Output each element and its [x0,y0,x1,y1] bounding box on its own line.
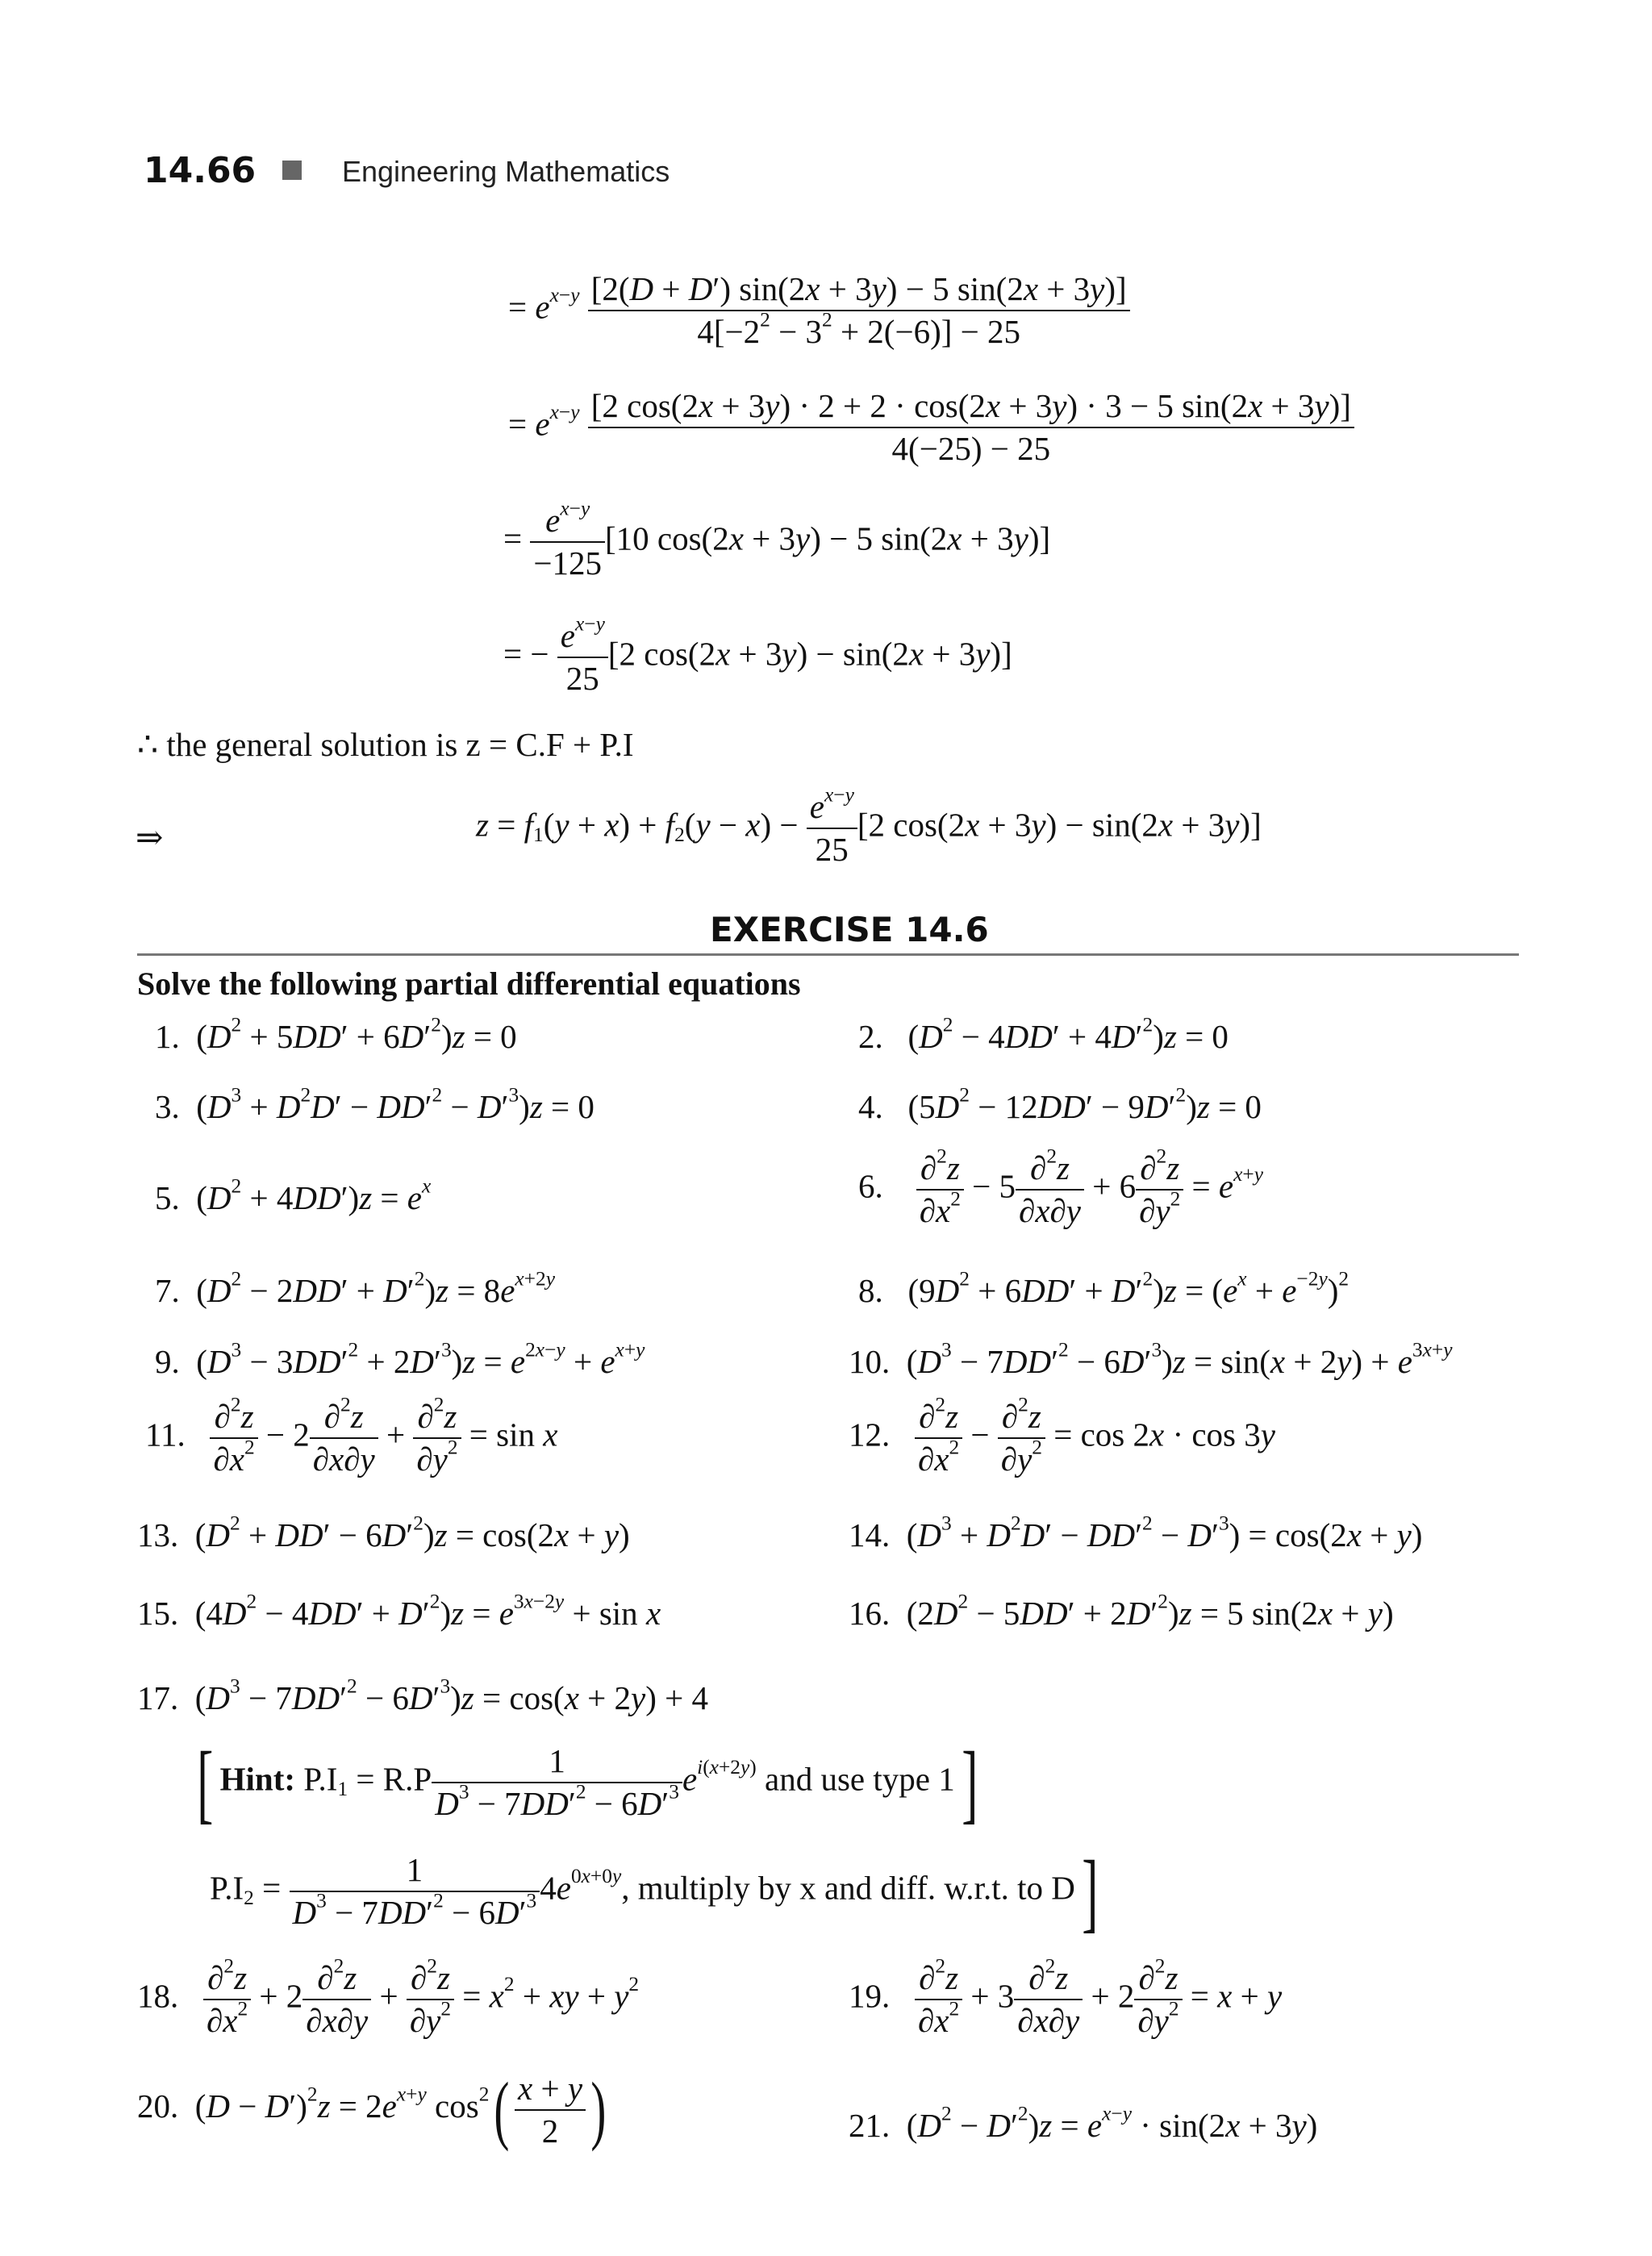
derivation-line-2: = $e^{x-y}$ $\frac{[2 \cos(2x + 3y) \cdot 2 + 2 \cdot \cos(2x + 3y) \cdot 3 - 5 \sin(2x + 3y)]}{4(-25) - 25}$ [508,390,1354,465]
problem-8: 8. $(9D^2 + 6DD' + D'^2)z = (e^x + e^{-2y})^2$ [858,1267,1350,1309]
implies-symbol: ⇒ [136,819,164,856]
exercise-instruction: Solve the following partial differential equations [137,965,801,1002]
book-title: Engineering Mathematics [342,155,670,188]
derivation-line-1: = $e^{x-y}$ $\frac{[2(D + D') \sin(2x + 3y) - 5 \sin(2x + 3y)]}{4[-2^2 - 3^2 + 2(-6)] - 25}$ [508,273,1130,348]
problem-18: 18. $\frac{\partial^2z}{\partial x^2}$ + 2 $\frac{\partial^2z}{\partial x\partial y}$ + $\frac{\partial^2z}{\partial y^2}$ = $x^2$ + xy + $y^2$ [137,1954,640,2039]
hint-text-2: , multiply by x and diff. w.r.t. to D [621,1869,1075,1907]
hint-text: and use type 1 [765,1760,955,1798]
problem-3: 3. $(D^3 + D^2D' - DD'^2 - D'^3)z = 0$ [155,1083,594,1125]
hint-line-2: $P.I_2$ = $\frac{1}{D^3 - 7DD'^2 - 6D'^3}$ $4e^{0x+0y}$, multiply by x and diff. w.r.t. to D] [210,1842,1099,1941]
final-solution: $z = f_1(y + x) + f_2(y - x)$ − $\frac{e^{x-y}}{25}$ [2 cos(2x + 3y) − sin(2x + 3y)] [476,783,1262,868]
general-solution-text: ∴ the general solution is z = C.F + P.I [137,726,634,763]
page-number: 14.66 [144,150,257,191]
hint-label: Hint: [219,1760,296,1798]
problem-11: 11. $\frac{\partial^2z}{\partial x^2}$ − 2 $\frac{\partial^2z}{\partial x\partial y}$ + $\frac{\partial^2z}{\partial y^2}$ = sin x [145,1393,558,1478]
problem-19: 19. $\frac{\partial^2z}{\partial x^2}$ + 3 $\frac{\partial^2z}{\partial x\partial y}$ + 2 $\frac{\partial^2z}{\partial y^2}$ = x + y [849,1954,1283,2039]
problem-1: 1. $(D^2 + 5DD' + 6D'^2)z = 0$ [155,1013,517,1055]
header-square-icon [282,161,302,180]
problem-7: 7. $(D^2 - 2DD' + D'^2)z = 8e^{x+2y}$ [155,1267,555,1309]
problem-17: 17. $(D^3 - 7DD'^2 - 6D'^3)z = \cos(x + 2y) + 4$ [137,1674,709,1716]
problem-21: 21. $(D^2 - D'^2)z = e^{x-y} \cdot \sin(2x + 3y)$ [849,2102,1318,2144]
problem-6: 6. $\frac{\partial^2z}{\partial x^2}$ − 5 $\frac{\partial^2z}{\partial x\partial y}$ + 6 $\frac{\partial^2z}{\partial y^2}$ = $e^{x+y}$ [858,1145,1264,1229]
derivation-line-4: = − $\frac{e^{x-y}}{25}$ [2 cos(2x + 3y) − sin(2x + 3y)] [503,612,1012,697]
problem-10: 10. $(D^3 - 7DD'^2 - 6D'^3)z = \sin(x + 2y) + e^{3x+y}$ [849,1338,1453,1380]
problem-2: 2. $(D^2 - 4DD' + 4D'^2)z = 0$ [858,1013,1229,1055]
problem-5: 5. $(D^2 + 4DD')z = e^x$ [155,1174,432,1216]
hint-line-1: [ Hint: $P.I_1 = R.P$ $\frac{1}{D^3 - 7DD'^2 - 6D'^3}$ $e^{i(x+2y)}$ and use type 1] [197,1733,978,1832]
problem-16: 16. $(2D^2 - 5DD' + 2D'^2)z = 5$ sin(2x + y) [849,1590,1394,1632]
problem-13: 13. $(D^2 + DD' - 6D'^2)z = \cos(2x + y)$ [137,1512,630,1553]
derivation-line-3: = $\frac{e^{x-y}}{-125}$ [10 cos(2x + 3y) − 5 sin(2x + 3y)] [503,497,1051,582]
problem-20: 20. $(D - D')^2z = 2e^{x+y}$ $\cos^2$( $\frac{x + y}{2}$ ) [137,2066,607,2152]
problem-9: 9. $(D^3 - 3DD'^2 + 2D'^3)z = e^{2x-y} + e^{x+y}$ [155,1338,645,1380]
exercise-title: EXERCISE 14.6 [710,910,989,949]
problem-15: 15. $(4D^2 - 4DD' + D'^2)z = e^{3x-2y} + \sin x$ [137,1590,661,1632]
problem-12: 12. $\frac{\partial^2z}{\partial x^2}$ − $\frac{\partial^2z}{\partial y^2}$ = cos 2x · cos 3y [849,1393,1275,1478]
exercise-rule [137,953,1519,956]
problem-14: 14. $(D^3 + D^2D' - DD'^2 - D'^3) = \cos(2x + y)$ [849,1512,1423,1553]
problem-4: 4. $(5D^2 - 12DD' - 9D'^2)z = 0$ [858,1083,1262,1125]
